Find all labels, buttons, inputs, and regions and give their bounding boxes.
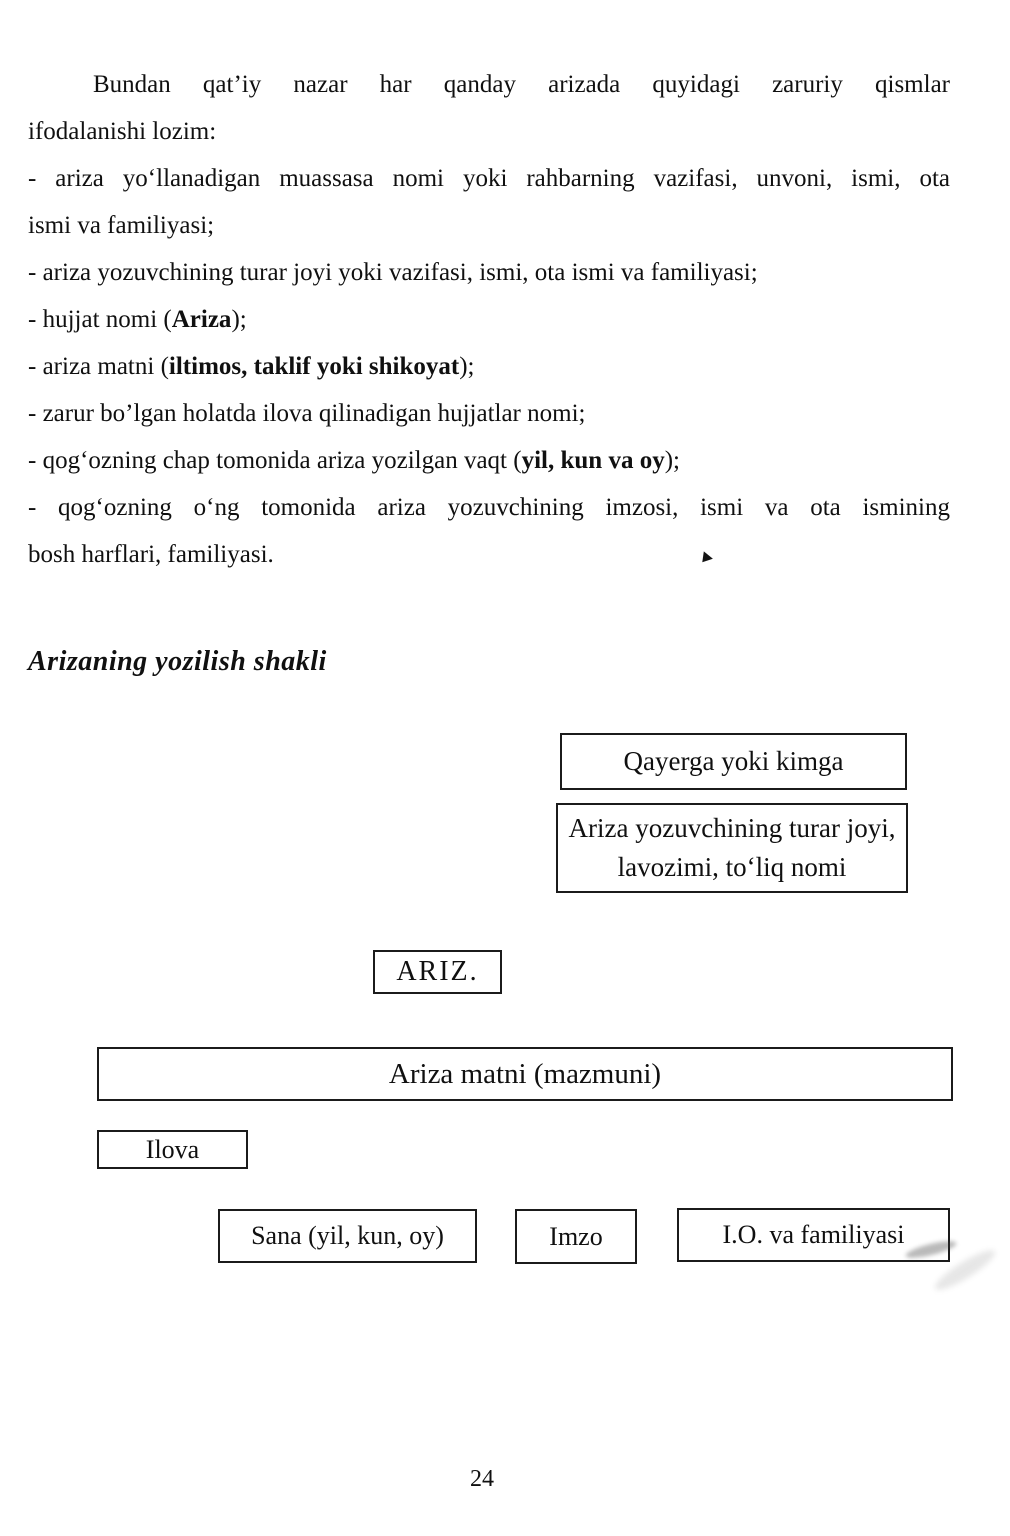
diagram-box-ariza-title [373,950,502,994]
text-line [28,155,950,202]
diagram-box-label: Qayerga yoki kimga [623,746,844,777]
diagram-box-label: Imzo [549,1221,603,1251]
text-line [28,108,950,155]
diagram-box-label: I.O. va familiyasi [722,1220,905,1250]
text-segment: - ariza yo‘llanadigan muassasa nomi yoki rahbarning vazifasi, unvoni, ismi, ota [28,165,950,192]
diagram-box-label: Ariza matni (mazmuni) [388,1057,662,1090]
text-segment: - qog‘ozning o‘ng tomonida ariza yozuvchining imzosi, ismi va ota ismining [28,494,950,521]
diagram-box-turar-joyi [556,803,908,893]
text-line [28,61,950,108]
text-segment: Bundan qat’iy nazar har qanday arizada quyidagi zaruriy qismlar [93,71,950,98]
text-segment: - ariza matni ( [28,353,169,380]
diagram-box-qayerga [560,733,907,790]
ink-speck-mark [702,551,713,563]
text-line [28,249,950,296]
text-segment: ); [231,306,247,333]
diagram-box-ariza-matni [97,1047,953,1101]
diagram-box-ilova [97,1130,248,1169]
text-segment: ifodalanishi lozim: [28,118,217,145]
text-segment: - qog‘ozning chap tomonida ariza yozilgan vaqt ( [28,447,522,474]
text-segment: - ariza yozuvchining turar joyi yoki vazifasi, ismi, ota ismi va familiyasi; [28,259,758,286]
text-segment-bold: iltimos, taklif yoki shikoyat [168,353,460,380]
text-line [28,390,950,437]
text-segment-bold: yil, kun va oy [521,447,665,474]
text-line [28,531,950,578]
section-heading: Arizaning yozilish shakli [28,646,327,677]
diagram-box-label: ARIZ. [396,956,479,988]
text-segment: ismi va familiyasi; [28,212,215,239]
text-segment: - zarur bo’lgan holatda ilova qilinadigan hujjatlar nomi; [28,400,586,427]
diagram-box-imzo [515,1209,637,1264]
text-segment: ); [664,447,680,474]
diagram-box-label: lavozimi, to‘liq nomi [617,852,847,882]
body-text [28,61,950,578]
text-line [28,437,950,484]
diagram-box-label: Ariza yozuvchining turar joyi, [568,813,896,843]
text-line [28,202,950,249]
diagram-box-label: Sana (yil, kun, oy) [251,1221,444,1251]
text-line [28,343,950,390]
page-number: 24 [470,1466,494,1492]
text-segment: bosh harflari, familiyasi. [28,541,274,568]
text-segment: ); [459,353,475,380]
text-line [28,484,950,531]
text-segment-bold: Ariza [171,306,232,333]
diagram-box-sana [218,1209,477,1263]
diagram-box-label: Ilova [145,1134,200,1164]
text-segment: - hujjat nomi ( [28,306,172,333]
text-line [28,296,950,343]
